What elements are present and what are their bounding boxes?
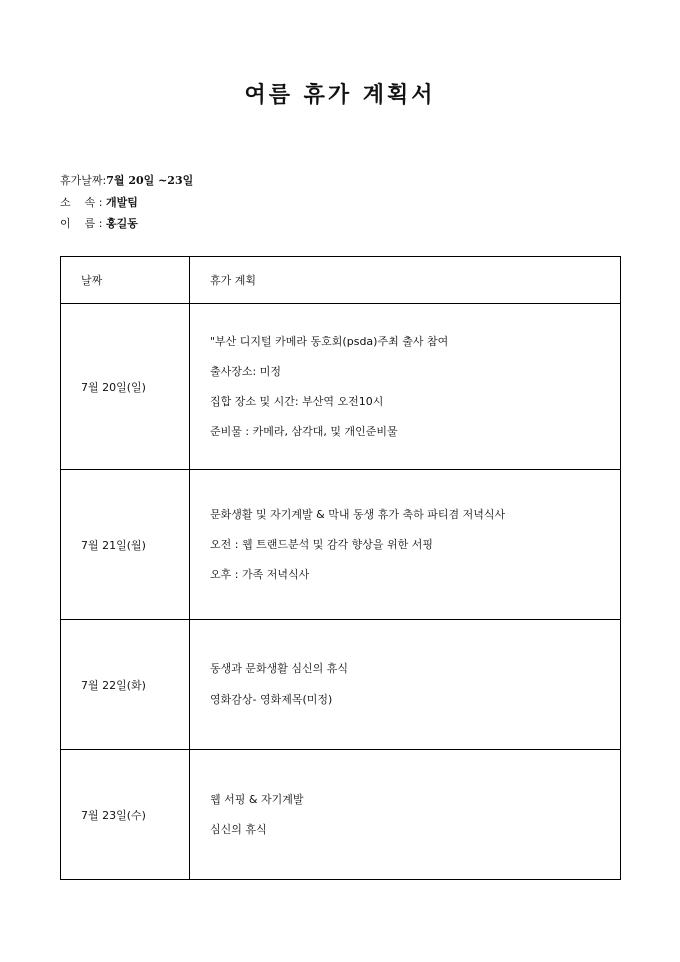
row-plan: [190, 750, 621, 880]
plan-line: 심신의 휴식: [210, 822, 267, 836]
header-plan: 휴가 계획: [190, 257, 621, 304]
vacation-date-label: 휴가날짜:: [60, 174, 107, 187]
department-value: 개발팀: [105, 196, 138, 209]
table-header-row: [61, 257, 621, 304]
header-date: 날짜: [61, 257, 190, 304]
table-row: [61, 470, 621, 620]
table-row: [61, 750, 621, 880]
vacation-date-value: 7월 20일 ~23일: [106, 174, 194, 187]
name-value: 홍길동: [105, 217, 138, 230]
plan-line: 동생과 문화생활 심신의 휴식: [210, 662, 349, 675]
table-row: [61, 620, 621, 750]
plan-line: 준비물 : 카메라, 삼각대, 및 개인준비물: [210, 424, 398, 438]
name-label: 이 름 :: [60, 217, 106, 230]
vacation-plan-table: [60, 256, 621, 880]
row-date: 7월 21일(월): [61, 470, 190, 620]
plan-line: 영화감상- 영화제목(미정): [210, 693, 333, 706]
plan-line: 오후 : 가족 저녁식사: [210, 567, 310, 581]
plan-line: 집합 장소 및 시간: 부산역 오전10시: [210, 394, 384, 408]
name-line: [60, 217, 138, 231]
plan-line: 출사장소: 미정: [210, 364, 281, 378]
row-date: 7월 22일(화): [61, 620, 190, 750]
vacation-date-line: [60, 174, 193, 188]
document-title: 여름 휴가 계획서: [244, 82, 436, 108]
row-date: 7월 20일(일): [61, 304, 190, 470]
plan-line: "부산 디지털 카메라 동호회(psda)주최 출사 참여: [210, 334, 449, 348]
row-plan: [190, 304, 621, 470]
row-plan: [190, 620, 621, 750]
department-line: [60, 196, 138, 210]
table-row: [61, 304, 621, 470]
plan-line: 웹 서핑 & 자기계발: [210, 792, 304, 806]
row-date: 7월 23일(수): [61, 750, 190, 880]
plan-line: 오전 : 웹 트랜드분석 및 감각 향상을 위한 서핑: [210, 537, 433, 551]
row-plan: [190, 470, 621, 620]
department-label: 소 속 :: [60, 196, 106, 209]
plan-line: 문화생활 및 자기계발 & 막내 동생 휴가 축하 파티겸 저녁식사: [210, 507, 506, 521]
